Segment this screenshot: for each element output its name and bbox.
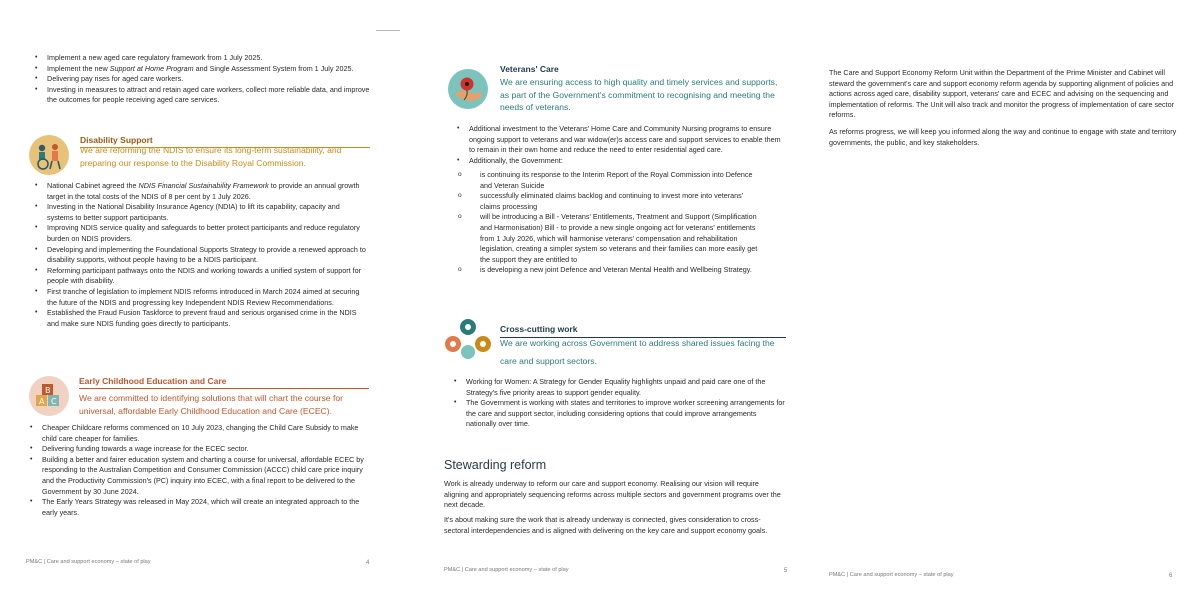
veterans-lead: We are ensuring access to high quality and timely services and supports, as part of the Government's commitment to recognising and meeting the needs of veterans. (500, 77, 778, 113)
list-item: • Improving NDIS service quality and safeguards to better protect participants and reduce regulatory burden on NDIS providers. (33, 223, 368, 244)
page-number: 5 (784, 568, 788, 574)
list-item: • National Cabinet agreed the NDIS Financial Sustainability Framework to provide an annual growth target in the total costs of the NDIS of 8 per cent by 1 July 2026. (33, 181, 368, 202)
veterans-bullets (455, 124, 785, 166)
list-item: • The Government is working with states and territories to improve worker screening arrangements for the care and support sector, including considering options that could improve arrangements nationally over time. (452, 398, 787, 430)
crosscutting-lead: We are working across Government to address shared issues facing the care and support sectors. (500, 338, 775, 366)
stewarding-para-1: Work is already underway to reform our care and support economy. Realising our vision will require aligning and appropriately sequencing reforms across multiple sectors and government programs over the next decade. (444, 479, 781, 510)
svg-text:B: B (45, 386, 51, 395)
page-5 (400, 0, 810, 600)
list-item: o successfully eliminated claims backlog and continuing to invest more into veterans' claims processing (454, 191, 764, 212)
page-6 (810, 0, 1200, 600)
stewarding-heading: Stewarding reform (444, 458, 547, 472)
veterans-title: Veterans' Care (500, 64, 559, 74)
list-item: • Delivering funding towards a wage increase for the ECEC sector. (28, 444, 368, 455)
footer: PM&C | Care and support economy – state of play (829, 572, 954, 578)
crosscutting-title: Cross-cutting work (500, 324, 578, 334)
page-number: 6 (1169, 573, 1173, 579)
list-item: o is continuing its response to the Interim Report of the Royal Commission into Defence and Veteran Suicide (454, 170, 764, 191)
list-item: • Reforming participant pathways onto the NDIS and working towards a unified system of support for people with disability. (33, 266, 368, 287)
disability-lead: We are reforming the NDIS to ensure its long-term sustainability, and preparing our response to the Disability Royal Commission. (80, 145, 342, 168)
list-item: • Additionally, the Government: (455, 156, 785, 167)
list-item: • The Early Years Strategy was released in May 2024, which will create an integrated approach to the early years. (28, 497, 368, 518)
list-item: • Established the Fraud Fusion Taskforce to prevent fraud and serious organised crime in the NDIS and make sure NDIS funding goes directly to participants. (33, 308, 368, 329)
list-item: • Investing in measures to attract and retain aged care workers, collect more reliable data, and improve the outcomes for people receiving aged care services. (33, 85, 373, 106)
crosscutting-bullets (452, 377, 787, 430)
svg-text:A: A (39, 397, 45, 406)
list-item: • Investing in the National Disability Insurance Agency (NDIA) to lift its capability, capacity and systems to better support participants. (33, 202, 368, 223)
ecec-rule (79, 388, 369, 389)
svg-text:C: C (51, 397, 57, 406)
ecec-blocks-icon (28, 375, 70, 417)
veterans-poppy-icon (447, 68, 489, 110)
list-item: • Implement the new Support at Home Program and Single Assessment System from 1 July 2025. (33, 64, 373, 75)
disability-bullets (33, 181, 368, 329)
list-item: • Delivering pay rises for aged care workers. (33, 74, 373, 85)
list-item: • Building a better and fairer education system and charting a course for universal, affordable ECEC by responding to the Australian Competition and Consumer Commission (ACCC) child care price inquiry and the Productivity Commission's (PC) inquiry into ECEC, with a final report to be delivered to the Government by 30 June 2024. (28, 455, 368, 497)
reform-unit-para: The Care and Support Economy Reform Unit within the Department of the Prime Minister and Cabinet will steward the government's care and support economy reform agenda by supporting alignment of policies and actions across aged care, disability support, veterans' care and ECEC and advising on the sequencing and implementation of reforms. The Unit will also track and monitor the progress of implementation of care sector reforms. (829, 68, 1175, 120)
list-item: o is developing a new joint Defence and Veteran Mental Health and Wellbeing Strategy. (454, 265, 764, 276)
page-number: 4 (366, 560, 370, 566)
cross-cutting-icon (443, 318, 493, 360)
veterans-sub-bullets (454, 170, 764, 276)
reform-progress-para: As reforms progress, we will keep you informed along the way and continue to engage with state and territory governments, the public, and key stakeholders. (829, 127, 1177, 147)
footer: PM&C | Care and support economy – state of play (26, 559, 151, 565)
disability-support-icon (28, 134, 70, 176)
list-item: • Implement a new aged care regulatory framework from 1 July 2025. (33, 53, 373, 64)
list-item: • Additional investment to the Veterans' Home Care and Community Nursing programs to ensure ongoing support to veterans and war widow(er)s access care and support services to enable them to remain in their own home and reduce the need to enter residential aged care. (455, 124, 785, 156)
ecec-bullets (28, 423, 368, 518)
list-item: • Developing and implementing the Foundational Supports Strategy to provide a renewed approach to disability supports, without people having to be a NDIS participant. (33, 245, 368, 266)
aged-care-bullets (33, 53, 373, 106)
list-item: • Cheaper Childcare reforms commenced on 10 July 2023, changing the Child Care Subsidy to make child care cheaper for families. (28, 423, 368, 444)
disability-title: Disability Support (80, 135, 153, 145)
list-item: • First tranche of legislation to implement NDIS reforms introduced in March 2024 aimed at securing the future of the NDIS and progressing key Independent NDIS Review Recommendations. (33, 287, 368, 308)
list-item: o will be introducing a Bill - Veterans' Entitlements, Treatment and Support (Simplification and Harmonisation) Bill - to provide a new single ongoing act for veterans' entitlements from 1 July 2026, which will harmonise veterans' compensation and rehabilitation legislation, creating a simpler system so veterans and their families can more easily get the support they are entitled to (454, 212, 764, 265)
footer: PM&C | Care and support economy – state of play (444, 567, 569, 573)
stewarding-para-2: It's about making sure the work that is already underway is connected, gives consideration to cross-sectoral interdependencies and is aligned with delivering on the key care and support economy goals. (444, 515, 768, 535)
page-4 (0, 0, 400, 600)
list-item: • Working for Women: A Strategy for Gender Equality highlights unpaid and paid care one of the Strategy's five priority areas to support gender equality. (452, 377, 787, 398)
ecec-lead: We are committed to identifying solutions that will chart the course for universal, affordable Early Childhood Education and Care (ECEC). (79, 393, 343, 416)
ecec-title: Early Childhood Education and Care (79, 376, 227, 386)
